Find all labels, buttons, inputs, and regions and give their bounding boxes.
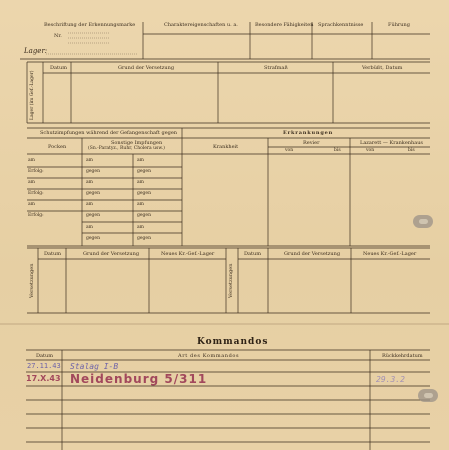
label-faehigkeiten: Besondere Fähigkeiten	[255, 22, 314, 28]
sonstige-gegen-1: gegen	[86, 169, 100, 174]
label-lager: Lager:	[24, 47, 48, 55]
col-vers-datum-right: Datum	[244, 251, 261, 257]
label-sprachkenntnisse: Sprachkenntnisse	[318, 22, 364, 28]
col-lager-datum: Datum	[50, 65, 67, 71]
entry-place-2: Neidenburg 5/311	[70, 372, 208, 386]
sonstige-am-4: am	[86, 225, 93, 230]
col-lager-grund: Grund der Versetzung	[118, 65, 175, 71]
entry-date-2: 17.X.43	[26, 374, 61, 383]
label-versetzungen-left: Versetzungen	[29, 263, 35, 298]
label-erkennungsmarke: Beschriftung der Erkennungsmarke	[44, 22, 136, 28]
col-sonstige-sub: (Sn.-Paratyz., Ruhr, Cholera usw.)	[88, 146, 165, 151]
col-kommando-rueckkehr: Rückkehrdatum	[382, 353, 423, 359]
pocken-erfolg-2: Erfolg:	[28, 191, 44, 196]
pocken-am-1: am	[28, 158, 35, 163]
sonstige-am-3: am	[86, 202, 93, 207]
label-charaktereigenschaften: Charaktereigenschaften u. a.	[164, 22, 238, 28]
pocken-erfolg-1: Erfolg:	[28, 169, 44, 174]
col-pocken: Pocken	[48, 144, 67, 150]
sonstige-gegen-2: gegen	[86, 191, 100, 196]
col-lazarett: Lazarett — Krankenhaus	[360, 140, 423, 146]
col-vers-lager-right: Neues Kr.-Gef.-Lager	[363, 251, 417, 257]
label-nr: Nr.	[54, 33, 62, 39]
label-schutzimpfungen: Schutzimpfungen während der Gefangenschaft gegen	[40, 130, 178, 136]
label-erkrankungen: Erkrankungen	[283, 130, 334, 136]
sonstige-am-1: am	[86, 158, 93, 163]
col-vers-grund-right: Grund der Versetzung	[284, 251, 341, 257]
col-vers-grund-left: Grund der Versetzung	[83, 251, 140, 257]
col-vers-datum-left: Datum	[44, 251, 61, 257]
col-revier: Revier	[303, 140, 320, 146]
col-sonstige-impfungen: Sonstige Impfungen	[111, 140, 163, 146]
sonstige-gegen-4b: gegen	[137, 236, 151, 241]
entry-camp-1: Stalag I-B	[70, 362, 119, 371]
col-lager-strafmass: Strafmaß	[264, 65, 288, 71]
sonstige-gegen-4: gegen	[86, 236, 100, 241]
lazarett-von: von	[366, 148, 375, 153]
punch-hole-upper	[413, 215, 433, 228]
sonstige-am-3b: am	[137, 202, 144, 207]
punch-hole-lower	[418, 389, 438, 402]
sonstige-am-4b: am	[137, 225, 144, 230]
entry-date-1: 27.11.43	[27, 362, 61, 370]
sonstige-gegen-3: gegen	[86, 213, 100, 218]
sonstige-am-2: am	[86, 180, 93, 185]
col-vers-lager-left: Neues Kr.-Gef.-Lager	[161, 251, 215, 257]
col-lager-verbuesst: Verbüßt, Datum	[362, 65, 403, 71]
pocken-erfolg-3: Erfolg:	[28, 213, 44, 218]
col-kommando-datum: Datum	[36, 353, 53, 359]
entry-return-2: 29.3.2	[376, 375, 405, 384]
label-lager-vertical: Lager (im Gef.-Lager)	[30, 70, 35, 120]
pocken-am-2: am	[28, 180, 35, 185]
revier-von: von	[285, 148, 294, 153]
kommandos-title: Kommandos	[197, 337, 269, 347]
sonstige-gegen-3b: gegen	[137, 213, 151, 218]
label-fuehrung: Führung	[388, 22, 410, 28]
sonstige-gegen-1b: gegen	[137, 169, 151, 174]
col-kommando-art: Art des Kommandos	[178, 353, 240, 359]
sonstige-am-1b: am	[137, 158, 144, 163]
lazarett-bis: bis	[408, 148, 415, 153]
pocken-am-3: am	[28, 202, 35, 207]
sonstige-am-2b: am	[137, 180, 144, 185]
col-krankheit: Krankheit	[213, 144, 239, 150]
revier-bis: bis	[334, 148, 341, 153]
sonstige-gegen-2b: gegen	[137, 191, 151, 196]
label-versetzungen-right: Versetzungen	[228, 263, 234, 298]
